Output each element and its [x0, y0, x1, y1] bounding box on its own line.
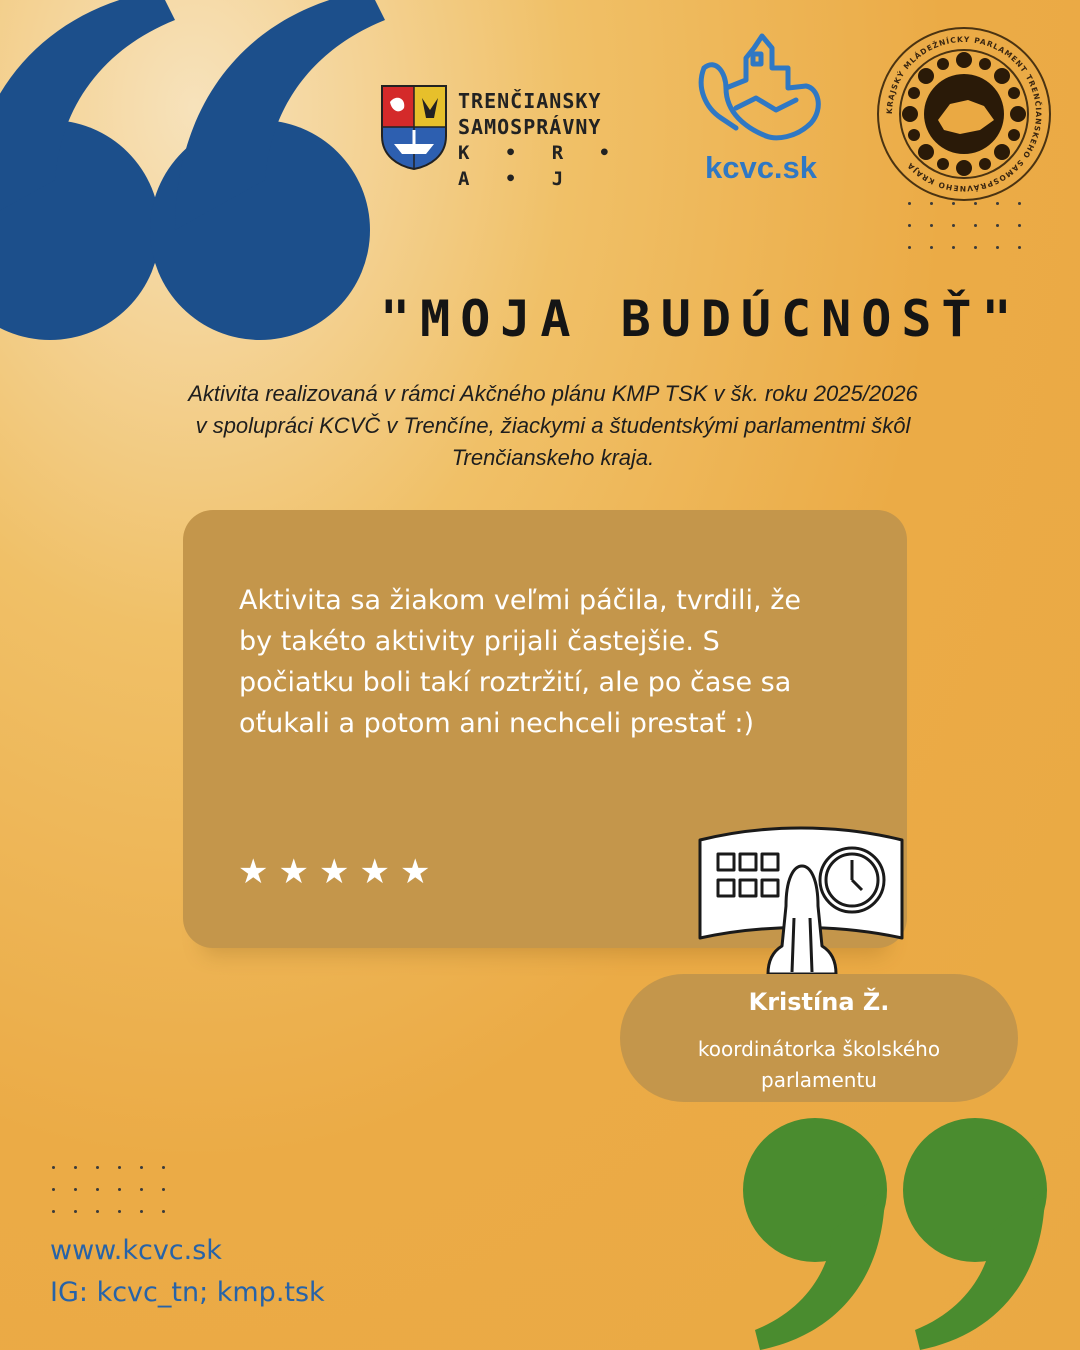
dot	[162, 1210, 165, 1213]
tsk-logo	[380, 84, 650, 190]
author-badge	[620, 974, 1018, 1102]
footer	[50, 1230, 325, 1314]
subtitle-line1: Aktivita realizovaná v rámci Akčného plánu KMP TSK v šk. roku 2025/2026	[188, 381, 918, 406]
quote-open-icon	[0, 0, 400, 380]
dot	[118, 1166, 121, 1169]
dot	[908, 224, 911, 227]
testimonial-line2: by takéto aktivity prijali častejšie. S	[239, 626, 720, 657]
dot	[908, 202, 911, 205]
dot	[996, 224, 999, 227]
kcvc-label: kcvc.sk	[704, 150, 818, 185]
dot	[974, 224, 977, 227]
dot	[52, 1210, 55, 1213]
quote-close-icon	[735, 1110, 1065, 1350]
dot	[996, 246, 999, 249]
seal-ring-text: KRAJSKÝ MLÁDEŽNÍCKY PARLAMENT TRENČIANSKEHO SAMOSPRÁVNEHO KRAJA	[884, 34, 1044, 194]
tsk-line3: K • R • A • J	[458, 142, 623, 190]
testimonial-line3: počiatku boli takí roztržití, ale po čase sa	[239, 667, 792, 698]
star-rating	[238, 852, 430, 892]
dot	[952, 202, 955, 205]
dot	[996, 202, 999, 205]
dot	[974, 246, 977, 249]
coat-of-arms-icon	[380, 84, 448, 170]
dot	[74, 1210, 77, 1213]
dot	[974, 202, 977, 205]
dot	[96, 1188, 99, 1191]
testimonial-text	[239, 580, 879, 744]
dot	[1018, 224, 1021, 227]
dot	[1018, 246, 1021, 249]
kcvc-logo	[696, 28, 826, 188]
dot	[52, 1188, 55, 1191]
castle-icon	[696, 28, 826, 148]
dot	[930, 224, 933, 227]
dot	[930, 202, 933, 205]
dot	[96, 1166, 99, 1169]
website-link[interactable]: www.kcvc.sk	[50, 1235, 222, 1266]
person-at-schedule-icon	[694, 826, 908, 976]
dot	[96, 1210, 99, 1213]
subtitle	[100, 378, 1006, 474]
dot	[118, 1188, 121, 1191]
star-icon: ★	[359, 852, 390, 892]
instagram-handles: IG: kcvc_tn; kmp.tsk	[50, 1277, 325, 1308]
testimonial-line1: Aktivita sa žiakom veľmi páčila, tvrdili, že	[239, 585, 802, 616]
star-icon: ★	[238, 852, 269, 892]
subtitle-line3: Trenčianskeho kraja.	[451, 445, 655, 470]
dot	[930, 246, 933, 249]
dot	[1018, 202, 1021, 205]
dot	[908, 246, 911, 249]
tsk-line1: TRENČIANSKY	[458, 89, 602, 113]
star-icon: ★	[399, 852, 431, 892]
author-name: Kristína Ž.	[748, 988, 890, 1016]
decorative-dots-top	[908, 202, 1021, 249]
dot	[140, 1210, 143, 1213]
author-role: koordinátorka školského parlamentu	[697, 1037, 941, 1092]
dot	[74, 1166, 77, 1169]
parliament-seal-icon	[876, 26, 1052, 202]
dot	[952, 224, 955, 227]
dot	[952, 246, 955, 249]
decorative-dots-bottom	[52, 1166, 165, 1213]
dot	[74, 1188, 77, 1191]
page-title: "MOJA BUDÚCNOSŤ"	[380, 290, 1022, 348]
subtitle-line2: v spolupráci KCVČ v Trenčíne, žiackymi a študentskými parlamentmi škôl	[195, 413, 911, 438]
star-icon: ★	[278, 852, 309, 892]
tsk-wordmark	[458, 88, 650, 192]
testimonial-line4: oťukali a potom ani nechceli prestať :)	[239, 708, 755, 739]
dot	[140, 1166, 143, 1169]
dot	[162, 1166, 165, 1169]
dot	[118, 1210, 121, 1213]
tsk-line2: SAMOSPRÁVNY	[458, 115, 602, 139]
star-icon: ★	[318, 852, 350, 892]
dot	[52, 1166, 55, 1169]
dot	[162, 1188, 165, 1191]
dot	[140, 1188, 143, 1191]
